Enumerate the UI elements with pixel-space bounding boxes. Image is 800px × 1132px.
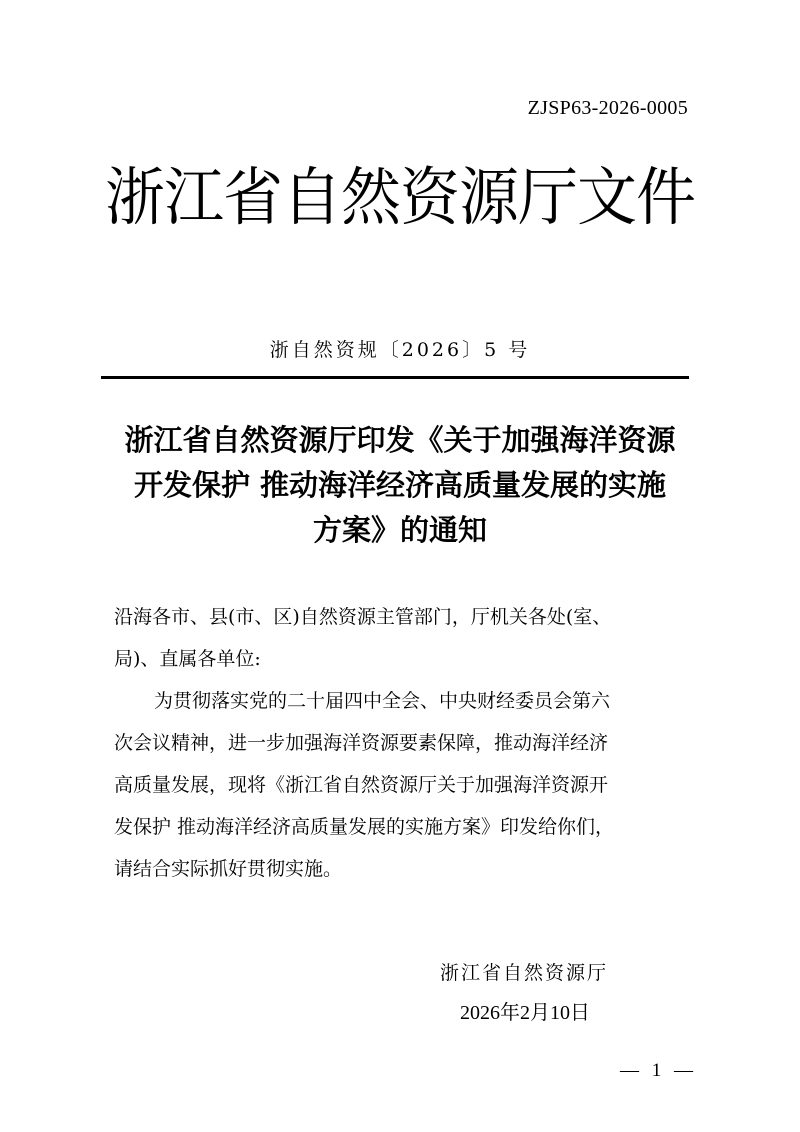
- body-line: 次会议精神，进一步加强海洋资源要素保障，推动海洋经济: [114, 732, 609, 754]
- body-line: 为贯彻落实党的二十届四中全会、中央财经委员会第六: [154, 690, 611, 712]
- red-header-divider: [101, 376, 689, 379]
- document-number: 浙自然资规〔2026〕5 号: [269, 339, 531, 361]
- title-line: 开发保护 推动海洋经济高质量发展的实施: [133, 468, 667, 502]
- addressee-line: 沿海各市、县(市、区)自然资源主管部门，厅机关各处(室、: [114, 606, 612, 628]
- body-line: 发保护 推动海洋经济高质量发展的实施方案》印发给你们，: [114, 816, 615, 838]
- title-line: 方案》的通知: [312, 513, 487, 547]
- body-line: 高质量发展，现将《浙江省自然资源厅关于加强海洋资源开: [114, 774, 609, 796]
- addressee: [114, 596, 688, 680]
- title-line: 浙江省自然资源厅印发《关于加强海洋资源: [124, 423, 676, 457]
- document-code: ZJSP63-2026-0005: [527, 97, 688, 119]
- addressee-line: 局)、直属各单位:: [114, 648, 261, 670]
- body-paragraph: [114, 680, 688, 890]
- issue-date: 2026年2月10日: [460, 1002, 590, 1024]
- page-number: — 1 —: [620, 1060, 697, 1081]
- issuer-signature: 浙江省自然资源厅: [440, 962, 609, 984]
- body-line: 请结合实际抓好贯彻实施。: [114, 858, 343, 880]
- notice-title: [100, 418, 700, 553]
- masthead-title: 浙江省自然资源厅文件: [105, 161, 695, 235]
